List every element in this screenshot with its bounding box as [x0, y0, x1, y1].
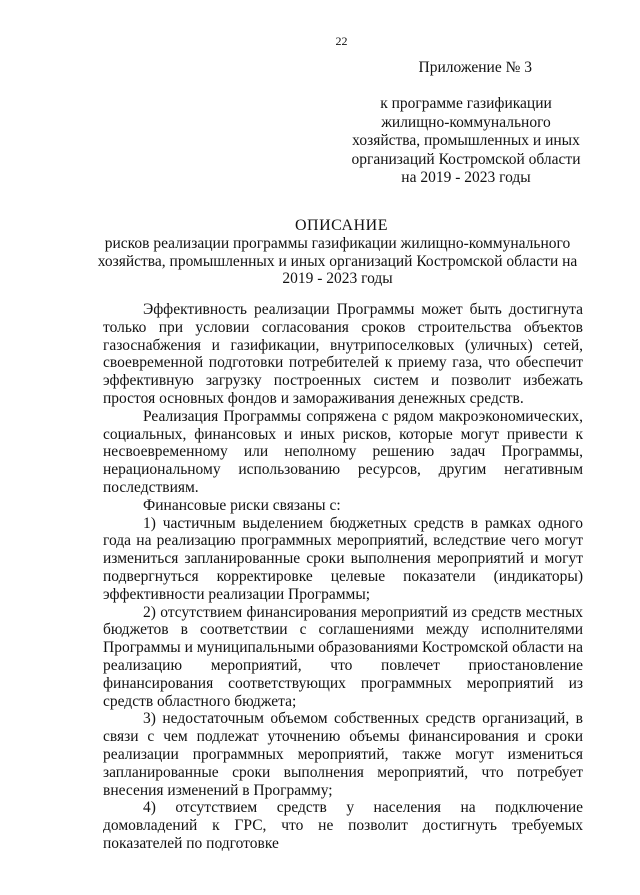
document-title: ОПИСАНИЕ — [295, 217, 388, 234]
appendix-line: хозяйства, промышленных и иных — [352, 132, 580, 149]
document-body — [103, 301, 583, 853]
document-subtitle: рисков реализации программы газификации жилищно-коммунального хозяйства, промышленных и иных организаций Костромской области на 2019 - 2023 годы — [97, 235, 578, 287]
paragraph: Финансовые риски связаны с: — [143, 496, 341, 514]
paragraph: 1) частичным выделением бюджетных средств в рамках одного года на реализацию программных мероприятий, вследствие чего могут измениться запланированные сроки выполнения мероприятий и могут подвергнуться корректировке целевые показатели (индикаторы) эффективности реализации Программы; — [103, 514, 583, 603]
paragraph: 2) отсутствием финансирования мероприятий из средств местных бюджетов в соответствии с соглашениями между исполнителями Программы и муниципальными образованиями Костромской области на реализацию мероприятий, что повлечет приостановление финансирования соответствующих программных мероприятий из средств областного бюджета; — [103, 603, 584, 710]
paragraph: Реализация Программы сопряжена с рядом макроэкономических, социальных, финансовых и иных рисков, которые могут привести к несвоевременному или неполному решению задач Программы, нерациональному использованию ресурсов, другим негативным последствиям. — [103, 407, 583, 496]
appendix-line: жилищно-коммунального — [381, 113, 551, 131]
appendix-line: организаций Костромской области — [351, 150, 581, 168]
page-number: 22 — [335, 34, 348, 48]
appendix-line: к программе газификации — [380, 95, 552, 112]
paragraph: 4) отсутствием средств у населения на подключение домовладений к ГРС, что не позволит достигнуть требуемых показателей по подготовке — [103, 799, 583, 852]
paragraph: Эффективность реализации Программы может быть достигнута только при условии согласования сроков строительства объектов газоснабжения и газификации, внутрипоселковых (уличных) сетей, своевременной подготовки потребителей к приему газа, что обеспечит эффективную загрузку построенных систем и позволит избежать простоя основных фондов и замораживания денежных средств. — [103, 301, 583, 407]
paragraph: 3) недостаточным объемом собственных средств организаций, в связи с чем подлежат уточнению объемы финансирования и сроки реализации программных мероприятий, также могут измениться запланированные сроки выполнения мероприятий, что потребует внесения изменений в Программу; — [103, 710, 583, 799]
appendix-reference — [340, 95, 592, 188]
appendix-label: Приложение № 3 — [418, 59, 532, 76]
appendix-line: на 2019 - 2023 годы — [401, 169, 531, 186]
